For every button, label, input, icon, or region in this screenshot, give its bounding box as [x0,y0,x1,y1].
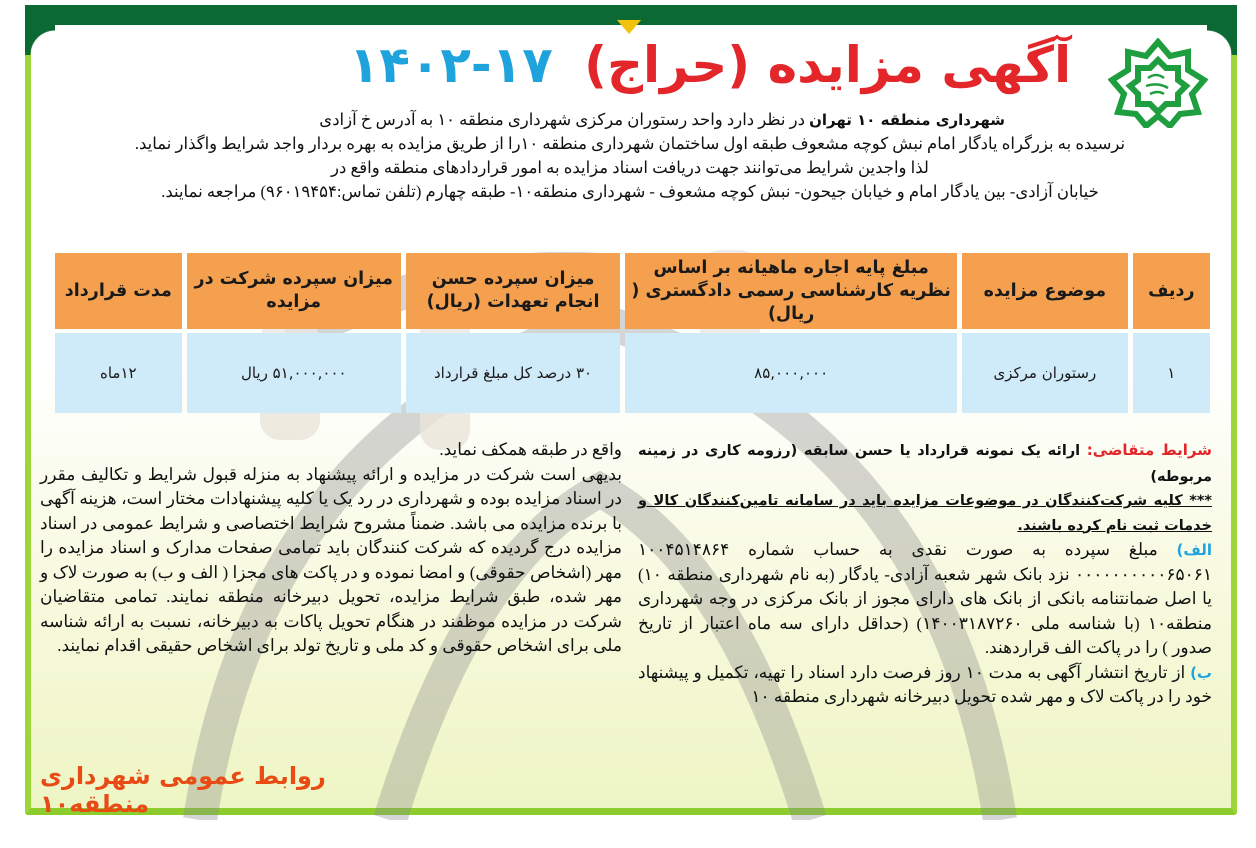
intro-line-3: لذا واجدین شرایط می‌توانند جهت دریافت اسناد مزایده به امور قراردادهای منطقه واقع در [331,158,929,177]
table-header-row [55,253,1210,329]
title-main: آگهی مزایده (حراج) [584,36,1072,94]
title-number: ۱۷-۱۴۰۲ [348,36,553,94]
right-column-conditions [638,438,1212,710]
auction-table [50,249,1215,417]
public-relations-signature: روابط عمومی شهرداری منطقه۱۰ [40,762,326,818]
intro-municipality-name: شهرداری منطقه ۱۰ تهران [809,111,1005,129]
ad-title [300,30,1120,100]
terms-paragraph: بدیهی است شرکت در مزایده و ارائه پیشنهاد به منزله قبول شرایط و تکالیف مقرر در اسناد مزایده بوده و شهرداری در رد یک یا کلیه پیشنهادات مختار است، هزینه آگهی با برنده مزایده می باشد. ضمناً مشروح شرایط اختصاصی و شرایط عمومی در اسناد مزایده درج گردیده که شرکت کنندگان باید تمامی صفحات مدارک و اسناد مزایده را مهر (اشخاص حقوقی) و امضا نموده و در پاکت های مجزا ( الف و ب) به صورت لاک و مهر شده، طبق شرایط مزایده، تحویل دبیرخانه منطقه نمایند. تمامی متقاضیان شرکت در مزایده موظفند در هنگام تحویل پاکات به دبیرخانه، نسبت به ارائه شناسه ملی برای اشخاص حقوقی و کد ملی و تاریخ تولد برای اشخاص حقیقی اقدام نمایند. [40,464,622,655]
clause-be-label: ب) [1190,663,1212,682]
frame-corner-right [1207,20,1237,55]
frame-corner-left [25,20,55,55]
cell-base-rent: ۸۵,۰۰۰,۰۰۰ [625,333,957,413]
intro-paragraph [55,108,1205,204]
header-row-number: ردیف [1133,253,1210,329]
header-performance-deposit: میزان سپرده حسن انجام تعهدات (ریال) [406,253,620,329]
header-auction-subject: موضوع مزایده [962,253,1127,329]
cell-participation-deposit: ۵۱,۰۰۰,۰۰۰ ریال [187,333,401,413]
clause-alef-label: الف) [1176,541,1212,559]
intro-line-1: در نظر دارد واحد رستوران مرکزی شهرداری منطقه ۱۰ به آدرس خ آزادی [319,110,810,129]
header-base-rent: مبلغ پایه اجاره ماهیانه بر اساس نظریه کارشناسی رسمی دادگستری ( ریال) [625,253,957,329]
cell-auction-subject: رستوران مرکزی [962,333,1127,413]
clause-alef-text: مبلغ سپرده به صورت نقدی به حساب شماره ۱۰۰۴۵۱۴۸۶۴ ۰۰۰۰۰۰۰۰۰۰۶۵۰۶۱ نزد بانک شهر شعبه آزادی- یادگار (به نام شهرداری منطقه ۱۰) یا اصل ضمانتنامه بانکی از بانک های دارای مجوز از بانک مرکزی در وجه شهرداری منطقه۱۰ (با شناسه ملی ۱۴۰۰۳۱۸۷۲۶۰) (حداقل دارای سه ماه اعتبار از تاریخ صدور ) را در پاکت الف قراردهند. [638,540,1212,657]
clause-be-text: از تاریخ انتشار آگهی به مدت ۱۰ روز فرصت دارد اسناد را تهیه، تکمیل و پیشنهاد خود را در پاکت لاک و مهر شده تحویل دبیرخانه شهرداری منطقه ۱۰ [638,662,1212,706]
cell-contract-duration: ۱۲ماه [55,333,182,413]
conditions-text: ارائه یک نمونه قرارداد یا حسن سابقه (رزومه کاری در زمینه مربوطه) [638,443,1212,485]
header-contract-duration: مدت قرارداد [55,253,182,329]
intro-line-4: خیابان آزادی- بین یادگار امام و خیابان جیحون- نبش کوچه مشعوف - شهرداری منطقه۱۰- طبقه چهارم (تلفن تماس:۹۶۰۱۹۴۵۴) مراجعه نمایند. [161,182,1099,201]
continuation-text: واقع در طبقه همکف نماید. [439,440,622,459]
intro-line-2: نرسیده به بزرگراه یادگار امام نبش کوچه مشعوف طبقه اول ساختمان شهرداری منطقه ۱۰را از طریق مزایده به بهره بردار واجد شرایط واگذار نماید. [134,134,1126,153]
registration-note: *** کلیه شرکت‌کنندگان در موضوعات مزایده باید در سامانه تامین‌کنندگان کالا و خدمات ثبت نام کرده باشند. [638,493,1212,534]
conditions-label: شرایط متقاضی: [1086,441,1212,459]
cell-performance-deposit: ۳۰ درصد کل مبلغ قرارداد [406,333,620,413]
cell-row-number: ۱ [1133,333,1210,413]
left-column-terms [40,438,622,659]
table-row [55,333,1210,413]
header-participation-deposit: میزان سپرده شرکت در مزایده [187,253,401,329]
